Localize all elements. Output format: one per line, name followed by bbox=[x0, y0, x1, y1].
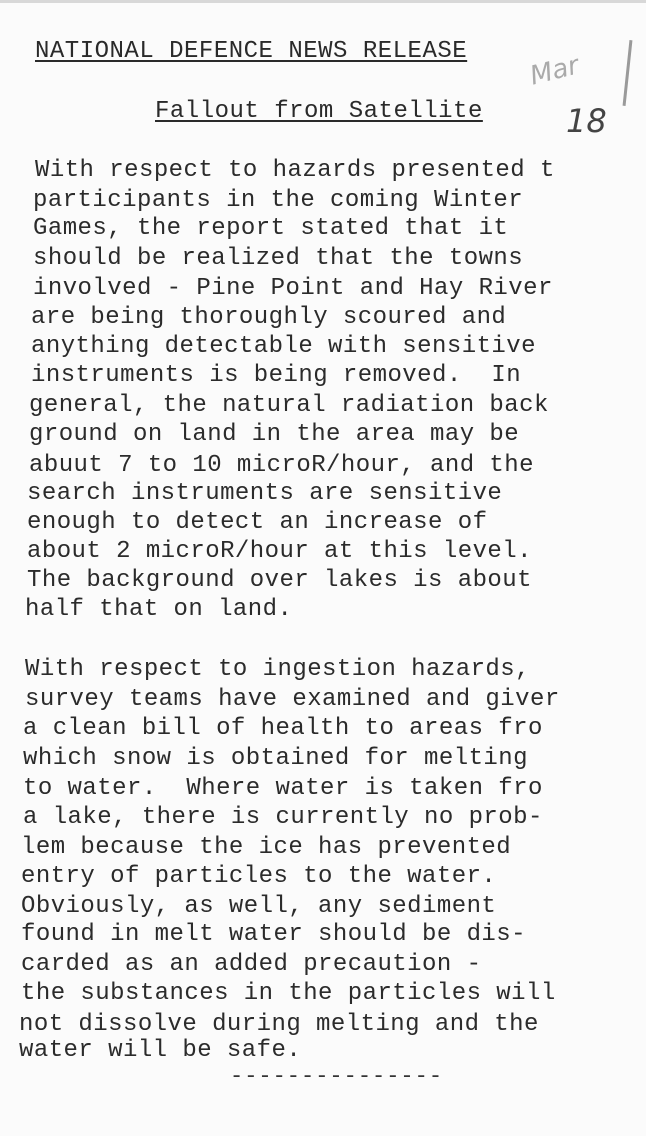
top-edge bbox=[0, 0, 646, 3]
release-header: NATIONAL DEFENCE NEWS RELEASE bbox=[35, 38, 468, 65]
text-line: Games, the report stated that it bbox=[33, 215, 509, 242]
text-line: are being thoroughly scoured and bbox=[31, 304, 507, 331]
page-margin bbox=[646, 0, 666, 1136]
text-line: should be realized that the towns bbox=[33, 245, 524, 272]
text-line: With respect to hazards presented t bbox=[35, 157, 555, 184]
text-line: involved - Pine Point and Hay River bbox=[33, 275, 553, 302]
text-line: enough to detect an increase of bbox=[27, 509, 488, 536]
annotation-stroke bbox=[623, 40, 633, 106]
text-line: The background over lakes is about bbox=[27, 567, 532, 594]
handwritten-annotation: Mar bbox=[527, 50, 582, 92]
text-line: about 2 microR/hour at this level. bbox=[27, 538, 532, 565]
text-line: the substances in the particles will bbox=[21, 980, 556, 1007]
text-line: ground on land in the area may be bbox=[29, 421, 520, 448]
text-line: abuut 7 to 10 microR/hour, and the bbox=[29, 452, 534, 479]
text-line: carded as an added precaution - bbox=[21, 951, 482, 978]
article-title: Fallout from Satellite bbox=[155, 98, 483, 125]
text-line: search instruments are sensitive bbox=[27, 480, 503, 507]
text-line: not dissolve during melting and the bbox=[19, 1011, 539, 1038]
text-line: With respect to ingestion hazards, bbox=[25, 656, 530, 683]
text-line: which snow is obtained for melting bbox=[23, 745, 528, 772]
text-line: lem because the ice has prevented bbox=[21, 834, 512, 861]
page-number: 18 bbox=[566, 102, 607, 140]
text-line: a lake, there is currently no prob- bbox=[23, 804, 543, 831]
text-line: to water. Where water is taken fro bbox=[23, 775, 543, 802]
end-of-article-rule: --------------- bbox=[230, 1064, 444, 1089]
text-line: instruments is being removed. In bbox=[31, 362, 522, 389]
text-line: water will be safe. bbox=[19, 1037, 302, 1064]
text-line: Obviously, as well, any sediment bbox=[21, 893, 497, 920]
text-line: half that on land. bbox=[25, 596, 293, 623]
text-line: general, the natural radiation back bbox=[29, 392, 549, 419]
text-line: participants in the coming Winter bbox=[33, 187, 524, 214]
text-line: found in melt water should be dis- bbox=[21, 921, 526, 948]
text-line: anything detectable with sensitive bbox=[31, 333, 536, 360]
text-line: survey teams have examined and giver bbox=[25, 686, 560, 713]
text-line: a clean bill of health to areas fro bbox=[23, 715, 543, 742]
text-line: entry of particles to the water. bbox=[21, 863, 497, 890]
